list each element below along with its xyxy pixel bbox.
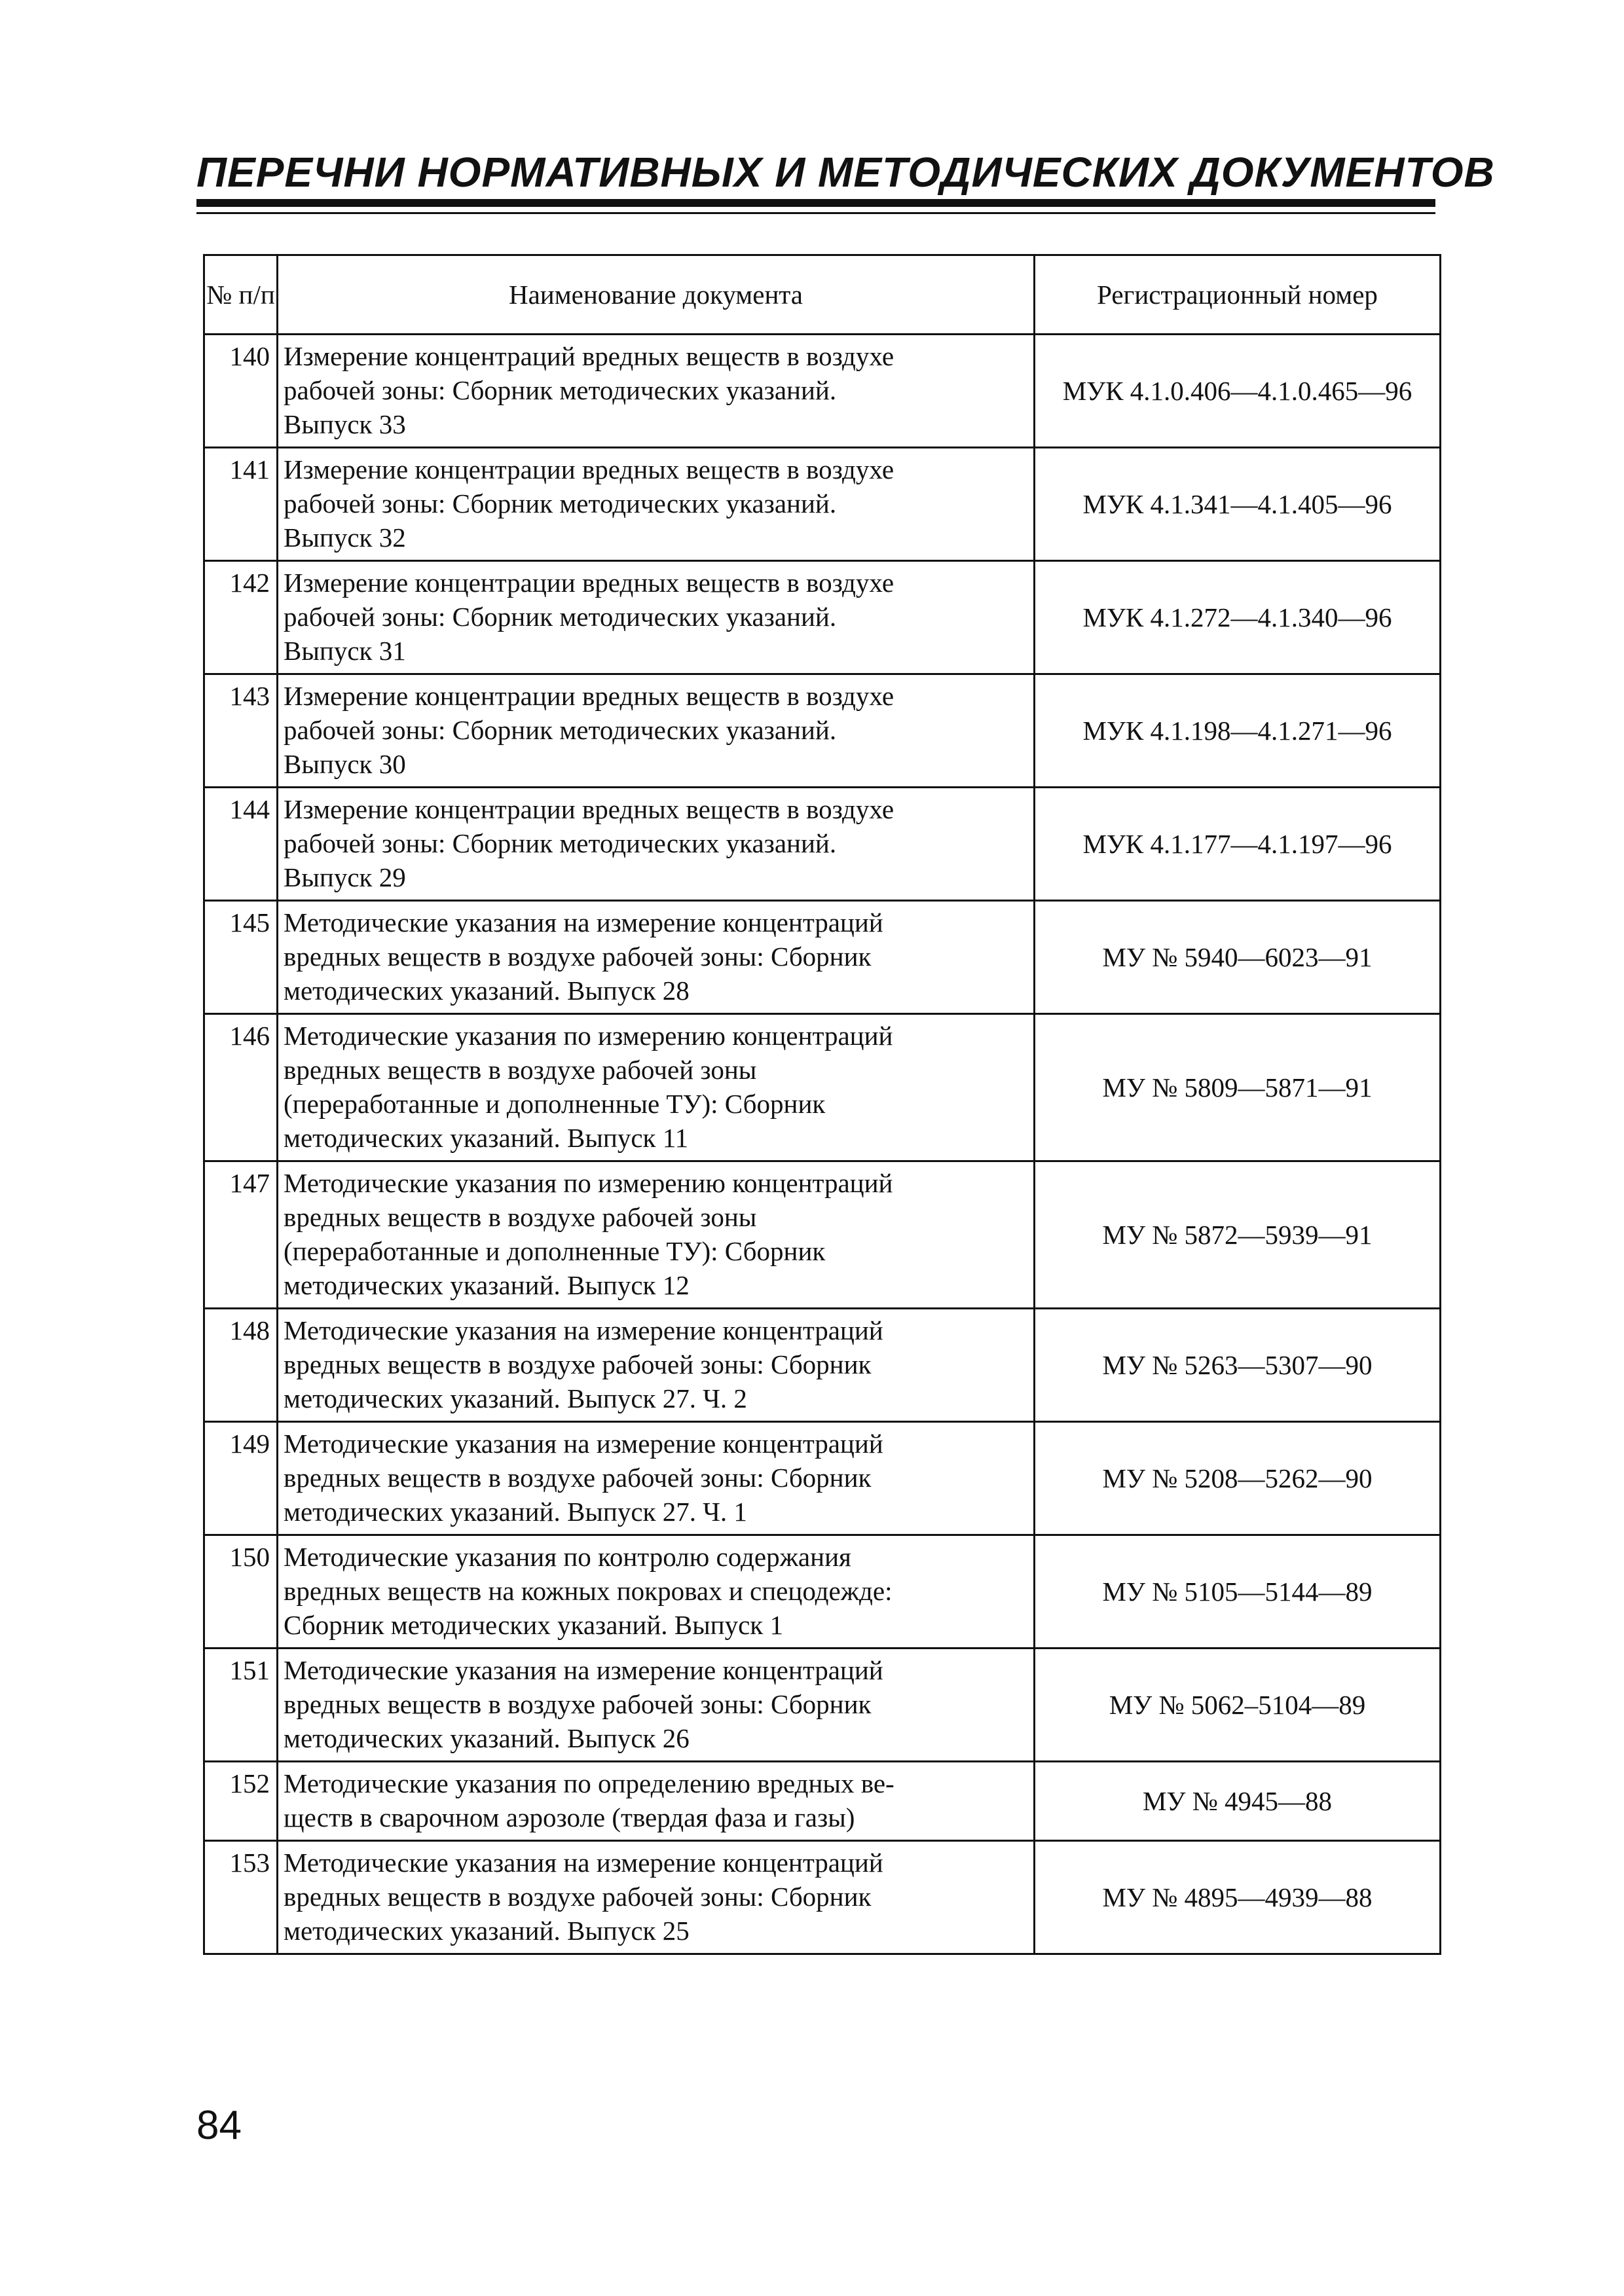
document-name-line: Методические указания на измерение концентраций (284, 1655, 883, 1685)
registration-number: МУ № 4945—88 (1035, 1762, 1441, 1841)
registration-number: МУК 4.1.341—4.1.405—96 (1035, 448, 1441, 561)
document-name-line: методических указаний. Выпуск 26 (284, 1723, 690, 1753)
document-name (278, 1841, 1035, 1954)
row-number: 147 (204, 1161, 278, 1309)
row-number: 145 (204, 901, 278, 1014)
document-name-line: Методические указания на измерение концентраций (284, 1315, 883, 1345)
row-number: 151 (204, 1649, 278, 1762)
row-number: 153 (204, 1841, 278, 1954)
document-name-line: ществ в сварочном аэрозоле (твердая фаза и газы) (284, 1802, 855, 1832)
row-number: 144 (204, 788, 278, 901)
document-name-line: методических указаний. Выпуск 12 (284, 1270, 690, 1300)
table-row (204, 901, 1441, 1014)
page-number: 84 (196, 2103, 242, 2148)
document-name-line: вредных веществ в воздухе рабочей зоны (284, 1202, 757, 1232)
document-name (278, 1161, 1035, 1309)
registration-number: МУК 4.1.198—4.1.271—96 (1035, 674, 1441, 788)
document-name-line: Методические указания на измерение концентраций (284, 1429, 883, 1459)
table-header-row (204, 255, 1441, 335)
document-name (278, 1422, 1035, 1535)
document-name-line: методических указаний. Выпуск 27. Ч. 1 (284, 1497, 747, 1527)
row-number: 142 (204, 561, 278, 674)
row-number: 148 (204, 1309, 278, 1422)
document-name-line: методических указаний. Выпуск 28 (284, 975, 690, 1006)
document-name-line: Измерение концентрации вредных веществ в воздухе (284, 568, 895, 598)
table-row (204, 561, 1441, 674)
document-name (278, 448, 1035, 561)
document-name-line: методических указаний. Выпуск 11 (284, 1123, 689, 1153)
document-name (278, 901, 1035, 1014)
document-name-line: Методические указания по измерению концентраций (284, 1021, 893, 1051)
document-name-line: рабочей зоны: Сборник методических указаний. (284, 828, 837, 858)
document-name (278, 561, 1035, 674)
document-name (278, 1309, 1035, 1422)
row-number: 152 (204, 1762, 278, 1841)
document-name-line: вредных веществ в воздухе рабочей зоны: Сборник (284, 1689, 872, 1719)
table-row (204, 674, 1441, 788)
table-row (204, 1841, 1441, 1954)
column-header-name: Наименование документа (278, 255, 1035, 335)
document-name (278, 674, 1035, 788)
row-number: 141 (204, 448, 278, 561)
document-name-line: вредных веществ в воздухе рабочей зоны (284, 1055, 757, 1085)
row-number: 140 (204, 335, 278, 448)
document-name-line: Выпуск 30 (284, 749, 406, 779)
document-name-line: Выпуск 33 (284, 409, 406, 439)
document-name-line: (переработанные и дополненные ТУ): Сборник (284, 1236, 826, 1266)
column-header-number: № п/п (204, 255, 278, 335)
table-row (204, 788, 1441, 901)
document-name-line: Измерение концентрации вредных веществ в воздухе (284, 794, 895, 824)
document-name-line: вредных веществ в воздухе рабочей зоны: Сборник (284, 1349, 872, 1379)
row-number: 143 (204, 674, 278, 788)
registration-number: МУК 4.1.177—4.1.197—96 (1035, 788, 1441, 901)
document-name-line: вредных веществ в воздухе рабочей зоны: Сборник (284, 1463, 872, 1493)
document-name (278, 788, 1035, 901)
registration-number: МУ № 5208—5262—90 (1035, 1422, 1441, 1535)
document-name-line: Выпуск 32 (284, 522, 406, 553)
document-name (278, 1014, 1035, 1161)
table-row (204, 1649, 1441, 1762)
document-name-line: рабочей зоны: Сборник методических указаний. (284, 602, 837, 632)
document-name-line: Сборник методических указаний. Выпуск 1 (284, 1610, 783, 1640)
document-name-line: Измерение концентраций вредных веществ в воздухе (284, 341, 895, 371)
document-name-line: (переработанные и дополненные ТУ): Сборник (284, 1089, 826, 1119)
table-row (204, 1422, 1441, 1535)
document-name-line: Измерение концентрации вредных веществ в воздухе (284, 681, 895, 711)
header-rule-thick (196, 199, 1435, 207)
registration-number: МУ № 5062–5104—89 (1035, 1649, 1441, 1762)
document-name (278, 1762, 1035, 1841)
registration-number: МУ № 5105—5144—89 (1035, 1535, 1441, 1649)
document-name-line: методических указаний. Выпуск 27. Ч. 2 (284, 1383, 747, 1413)
table-row (204, 335, 1441, 448)
document-name (278, 335, 1035, 448)
document-name-line: Измерение концентрации вредных веществ в воздухе (284, 454, 895, 484)
table-row (204, 1309, 1441, 1422)
table-row (204, 448, 1441, 561)
document-name-line: Методические указания по определению вредных ве- (284, 1768, 895, 1798)
document-name-line: Методические указания на измерение концентраций (284, 1848, 883, 1878)
document-name-line: рабочей зоны: Сборник методических указаний. (284, 488, 837, 519)
page-header-title: ПЕРЕЧНИ НОРМАТИВНЫХ И МЕТОДИЧЕСКИХ ДОКУМЕНТОВ (196, 149, 1495, 196)
row-number: 150 (204, 1535, 278, 1649)
registration-number: МУ № 5263—5307—90 (1035, 1309, 1441, 1422)
document-name-line: вредных веществ на кожных покровах и спецодежде: (284, 1576, 893, 1606)
document-name-line: вредных веществ в воздухе рабочей зоны: Сборник (284, 941, 872, 972)
registration-number: МУК 4.1.272—4.1.340—96 (1035, 561, 1441, 674)
registration-number: МУ № 5940—6023—91 (1035, 901, 1441, 1014)
row-number: 146 (204, 1014, 278, 1161)
row-number: 149 (204, 1422, 278, 1535)
registration-number: МУ № 4895—4939—88 (1035, 1841, 1441, 1954)
table-row (204, 1762, 1441, 1841)
documents-table (203, 254, 1441, 1955)
document-name-line: вредных веществ в воздухе рабочей зоны: Сборник (284, 1882, 872, 1912)
document-name-line: рабочей зоны: Сборник методических указаний. (284, 715, 837, 745)
document-name-line: Методические указания по измерению концентраций (284, 1168, 893, 1198)
document-name-line: рабочей зоны: Сборник методических указаний. (284, 375, 837, 405)
table-body (204, 335, 1441, 1954)
document-name (278, 1649, 1035, 1762)
header-rule-thin (196, 212, 1435, 214)
table-row (204, 1014, 1441, 1161)
document-name-line: Методические указания по контролю содержания (284, 1542, 851, 1572)
registration-number: МУК 4.1.0.406—4.1.0.465—96 (1035, 335, 1441, 448)
registration-number: МУ № 5809—5871—91 (1035, 1014, 1441, 1161)
document-name-line: методических указаний. Выпуск 25 (284, 1916, 690, 1946)
document-name (278, 1535, 1035, 1649)
table-row (204, 1535, 1441, 1649)
document-name-line: Выпуск 31 (284, 636, 406, 666)
table-row (204, 1161, 1441, 1309)
document-name-line: Методические указания на измерение концентраций (284, 907, 883, 938)
registration-number: МУ № 5872—5939—91 (1035, 1161, 1441, 1309)
document-name-line: Выпуск 29 (284, 862, 406, 892)
column-header-registration: Регистрационный номер (1035, 255, 1441, 335)
